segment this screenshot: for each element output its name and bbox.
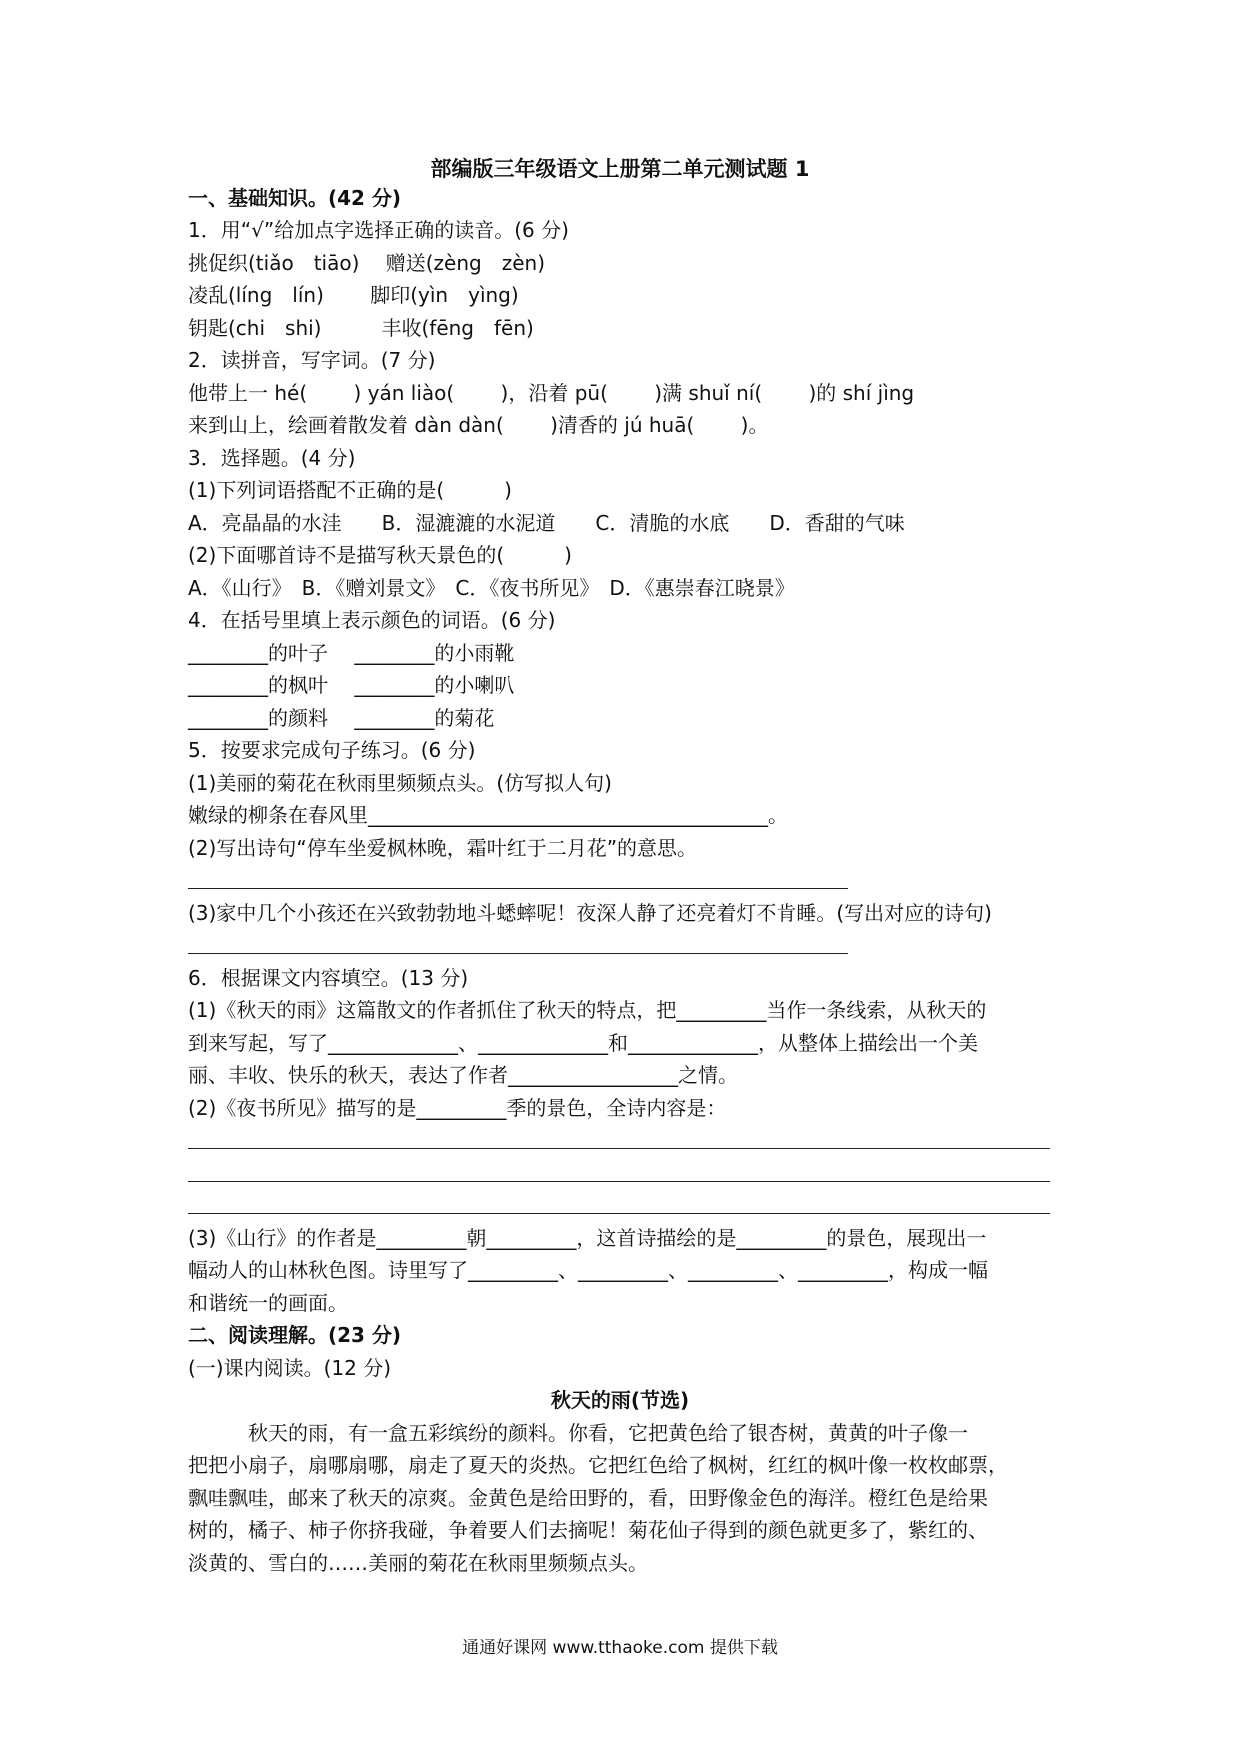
passage-line-3: 飘哇飘哇，邮来了秋天的凉爽。金黄色是给田野的，看，田野像金色的海洋。橙红色是给果 [188, 1486, 988, 1510]
answer-line [188, 1181, 1050, 1182]
answer-line [188, 953, 848, 954]
q1-row-2: 凌乱(líng lín) 脚印(yìn yìng) [188, 283, 519, 307]
q6-1-line-1: (1)《秋天的雨》这篇散文的作者抓住了秋天的特点，把_________当作一条线索，从秋天的 [188, 998, 987, 1022]
q5-prompt: 5．按要求完成句子练习。(6 分) [188, 738, 476, 762]
q4-row-1: ________的叶子 ________的小雨靴 [188, 641, 515, 665]
q6-1-line-3: 丽、丰收、快乐的秋天，表达了作者_________________之情。 [188, 1063, 738, 1087]
page-title: 部编版三年级语文上册第二单元测试题 1 [430, 157, 810, 181]
answer-line [188, 1213, 1050, 1214]
reading-part-1-heading: (一)课内阅读。(12 分) [188, 1356, 392, 1380]
q6-3-line-3: 和谐统一的画面。 [188, 1291, 348, 1315]
q3-2-question: (2)下面哪首诗不是描写秋天景色的( ) [188, 543, 572, 567]
q6-1-line-2: 到来写起，写了_____________、_____________和_____________，从整体上描绘出一个美 [188, 1031, 978, 1055]
answer-line [188, 888, 848, 889]
q5-3-question: (3)家中几个小孩还在兴致勃勃地斗蟋蟀呢！夜深人静了还亮着灯不肯睡。(写出对应的诗句) [188, 901, 992, 925]
q6-2-question: (2)《夜书所见》描写的是_________季的景色，全诗内容是： [188, 1096, 727, 1120]
q4-row-2: ________的枫叶 ________的小喇叭 [188, 673, 515, 697]
q3-1-options: A．亮晶晶的水洼 B．湿漉漉的水泥道 C．清脆的水底 D．香甜的气味 [188, 511, 905, 535]
q6-prompt: 6．根据课文内容填空。(13 分) [188, 966, 469, 990]
q5-2-question: (2)写出诗句“停车坐爱枫林晚，霜叶红于二月花”的意思。 [188, 836, 698, 860]
q2-prompt: 2．读拼音，写字词。(7 分) [188, 348, 436, 372]
q1-prompt: 1．用“√”给加点字选择正确的读音。(6 分) [188, 218, 569, 242]
q5-1-answer-line: 嫩绿的柳条在春风里________________________________________。 [188, 803, 788, 827]
passage-line-4: 树的，橘子、柿子你挤我碰，争着要人们去摘呢！菊花仙子得到的颜色就更多了，紫红的、 [188, 1518, 988, 1542]
section-2-heading: 二、阅读理解。(23 分) [188, 1323, 402, 1347]
passage-line-5: 淡黄的、雪白的……美丽的菊花在秋雨里频频点头。 [188, 1551, 648, 1575]
passage-title: 秋天的雨(节选) [550, 1388, 690, 1412]
q3-prompt: 3．选择题。(4 分) [188, 446, 356, 470]
q4-row-3: ________的颜料 ________的菊花 [188, 706, 495, 730]
footer-credit: 通通好课网 www.tthaoke.com 提供下载 [462, 1638, 778, 1658]
q3-2-options: A．《山行》 B．《赠刘景文》 C．《夜书所见》 D．《惠崇春江晓景》 [188, 576, 795, 600]
passage-line-1: 秋天的雨，有一盒五彩缤纷的颜料。你看，它把黄色给了银杏树，黄黄的叶子像一 [188, 1421, 968, 1445]
q4-prompt: 4．在括号里填上表示颜色的词语。(6 分) [188, 608, 556, 632]
q2-line-2: 来到山上，绘画着散发着 dàn dàn( )清香的 jú huā( )。 [188, 413, 769, 437]
q5-1-question: (1)美丽的菊花在秋雨里频频点头。(仿写拟人句) [188, 771, 612, 795]
q1-row-3: 钥匙(chi shi) 丰收(fēng fēn) [188, 316, 534, 340]
q1-row-1: 挑促织(tiǎo tiāo) 赠送(zèng zèn) [188, 251, 546, 275]
q6-3-line-2: 幅动人的山林秋色图。诗里写了_________、_________、_________、_________，构成一幅 [188, 1258, 988, 1282]
q2-line-1: 他带上一 hé( ) yán liào( )，沿着 pū( )满 shuǐ ní( )的 shí jìng [188, 381, 915, 405]
q3-1-question: (1)下列词语搭配不正确的是( ) [188, 478, 512, 502]
q6-3-line-1: (3)《山行》的作者是_________朝_________，这首诗描绘的是_________的景色，展现出一 [188, 1226, 987, 1250]
section-1-heading: 一、基础知识。(42 分) [188, 186, 402, 210]
answer-line [188, 1148, 1050, 1149]
passage-line-2: 把把小扇子，扇哪扇哪，扇走了夏天的炎热。它把红色给了枫树，红红的枫叶像一枚枚邮票， [188, 1453, 1008, 1477]
